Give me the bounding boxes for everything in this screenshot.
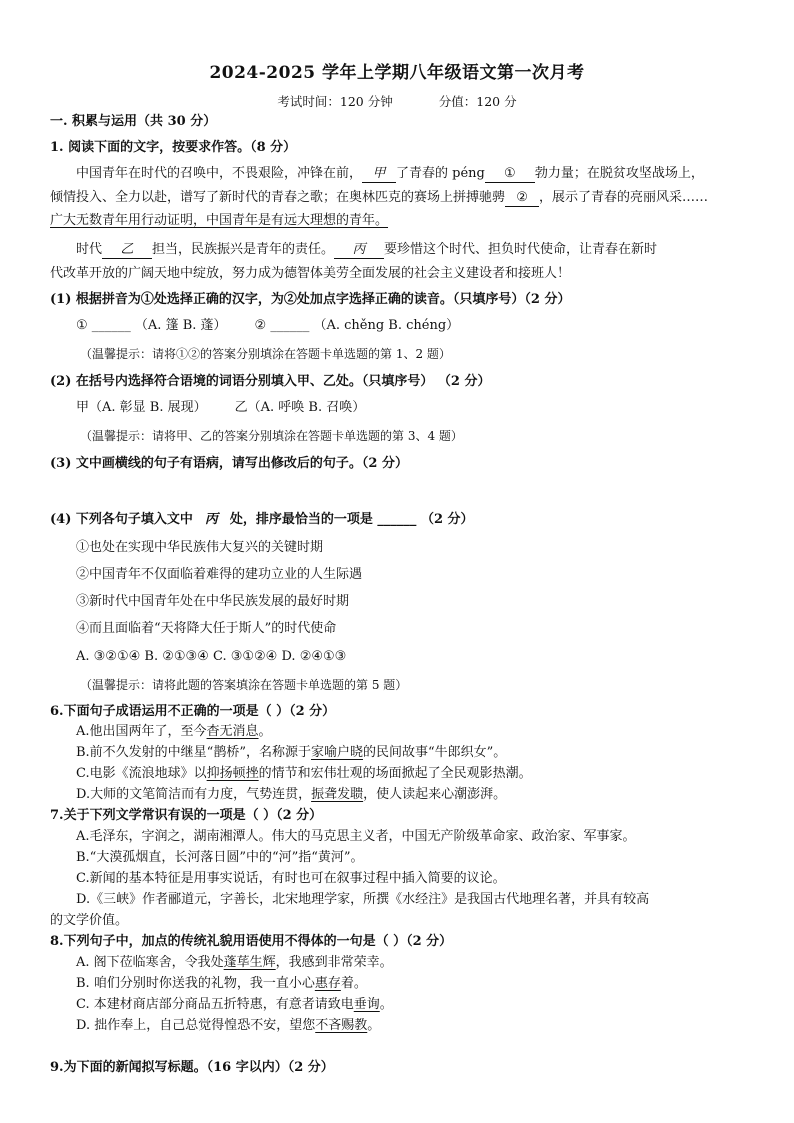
q1-sub4 xyxy=(50,510,474,530)
q1-sub1-options xyxy=(76,316,459,336)
q8-stem: 8.下列句子中，加点的传统礼貌用语使用不得体的一句是（ ）（2 分） xyxy=(50,934,453,949)
option-2: ② ______ （A. chěng B. chéng） xyxy=(254,318,460,333)
option-1: ① ______ （A. 篷 B. 蓬） xyxy=(76,318,227,333)
polite-term: 蓬荜生辉 xyxy=(223,955,276,970)
q1-para2-line1 xyxy=(76,240,657,260)
q1-para1-line1 xyxy=(76,164,704,184)
q8-option-c xyxy=(76,995,393,1015)
idiom: 家喻户晓 xyxy=(310,745,363,760)
q6-text: 。 xyxy=(258,724,272,739)
idiom: 杳无消息 xyxy=(206,724,259,739)
q1-para1-line2 xyxy=(50,188,708,208)
q1-text: ，展示了青春的亮丽风采…… xyxy=(539,190,709,205)
q9-stem: 9.为下面的新闻拟写标题。（16 字以内）（2 分） xyxy=(50,1060,334,1075)
q1-text: 中国青年在时代的召唤中，不畏艰险，冲锋在前， xyxy=(76,166,363,181)
q6-text: C.电影《流浪地球》以 xyxy=(76,766,207,781)
q6-text: D.大师的文笔简洁而有力度，气势连贯， xyxy=(76,787,312,802)
q8-text: D. 拙作奉上，自己总觉得惶恐不安，望您 xyxy=(76,1018,316,1033)
q8-text: A. 阁下莅临寒舍，令我处 xyxy=(76,955,224,970)
blank-jia: 甲 xyxy=(362,166,396,183)
q1-sub4-options: A. ③②①④ B. ②①③④ C. ③①②④ D. ②④①③ xyxy=(76,649,347,664)
q1-sub2-options xyxy=(76,398,365,418)
q1-para2-line2: 代改革开放的广阔天地中绽放，努力成为德智体美劳全面发展的社会主义建设者和接班人！ xyxy=(50,266,571,281)
polite-term: 不吝赐教 xyxy=(315,1018,368,1033)
q1-sub1: (1) 根据拼音为①处选择正确的汉字，为②处加点字选择正确的读音。（只填序号）（2 分） xyxy=(50,292,571,307)
q7-option-d-cont: 的文学价值。 xyxy=(50,913,129,928)
q6-option-a xyxy=(76,722,272,742)
polite-term: 垂询 xyxy=(353,997,380,1012)
q8-text: 。 xyxy=(367,1018,381,1033)
q7-option-a: A.毛泽东，字润之，湖南湘潭人。伟大的马克思主义者，中国无产阶级革命家、政治家、军事家。 xyxy=(76,829,636,844)
q7-option-b: B.“大漠孤烟直，长河落日圆”中的“河”指“黄河”。 xyxy=(76,850,364,865)
q8-text: C. 本建材商店部分商品五折特惠，有意者请致电 xyxy=(76,997,354,1012)
exam-time: 考试时间：120 分钟 xyxy=(277,94,393,109)
q1-sub4-text: 处，排序最恰当的一项是 ______ （2 分） xyxy=(229,512,474,527)
q6-option-c xyxy=(76,764,532,784)
sentence-item: ①也处在实现中华民族伟大复兴的关键时期 xyxy=(76,540,324,555)
q1-text: 担当，民族振兴是青年的责任。 xyxy=(152,242,335,257)
sentence-item: ③新时代中国青年处在中华民族发展的最好时期 xyxy=(76,594,350,609)
q1-sub4-text: (4) 下列各句子填入文中 xyxy=(50,512,193,527)
q8-text: ，我感到非常荣幸。 xyxy=(275,955,393,970)
q8-option-d xyxy=(76,1016,380,1036)
q1-text: 倾情投入、全力以赴，谱写了新时代的青春之歌；在奥林匹克的赛场上拼搏驰骋 xyxy=(50,190,506,205)
q1-text: 时代 xyxy=(76,242,103,257)
option-yi: 乙（A. 呼唤 B. 召唤） xyxy=(234,400,366,415)
exam-info xyxy=(0,92,794,110)
q1-sub4-hint: （温馨提示：请将此题的答案填涂在答题卡单选题的第 5 题） xyxy=(80,678,408,692)
q6-option-d xyxy=(76,785,506,805)
idiom: 振聋发聩 xyxy=(311,787,364,802)
q1-sub2: (2) 在括号内选择符合语境的词语分别填入甲、乙处。（只填序号） （2 分） xyxy=(50,374,491,389)
sentence-item: ②中国青年不仅面临着难得的建功立业的人生际遇 xyxy=(76,567,363,582)
polite-term: 惠存 xyxy=(314,976,341,991)
q6-text: ，使人读起来心潮澎湃。 xyxy=(363,787,507,802)
q7-stem: 7.关于下列文学常识有误的一项是（ ）（2 分） xyxy=(50,808,323,823)
q6-text: B.前不久发射的中继星“鹊桥”，名称源于 xyxy=(76,745,311,760)
q6-text: 的情节和宏伟壮观的场面掀起了全民观影热潮。 xyxy=(258,766,532,781)
q1-text: 了青春的 péng xyxy=(396,166,485,181)
option-jia: 甲（A. 彰显 B. 展现） xyxy=(76,400,207,415)
idiom: 抑扬顿挫 xyxy=(206,766,259,781)
q1-sub2-hint: （温馨提示：请将甲、乙的答案分别填涂在答题卡单选题的第 3、4 题） xyxy=(80,429,463,443)
q1-text: 要珍惜这个时代、担负时代使命，让青春在新时 xyxy=(384,242,658,257)
q6-stem: 6.下面句子成语运用不正确的一项是（ ）（2 分） xyxy=(50,704,336,719)
q1-text: 勃力量；在脱贫攻坚战场上， xyxy=(534,166,704,181)
section-heading: 一. 积累与运用（共 30 分） xyxy=(50,114,217,129)
blank-yi: 乙 xyxy=(102,242,152,259)
q6-text: 的民间故事“牛郎织女”。 xyxy=(363,745,507,760)
q8-option-b xyxy=(76,974,367,994)
blank-1: ① xyxy=(485,166,535,183)
q8-text: 。 xyxy=(379,997,393,1012)
q7-option-d: D.《三峡》作者郦道元，字善长，北宋地理学家，所撰《水经注》是我国古代地理名著，并具有较高 xyxy=(76,892,650,907)
blank-2: ② xyxy=(505,190,539,207)
q6-option-b xyxy=(76,743,506,763)
q7-option-c: C.新闻的基本特征是用事实说话，有时也可在叙事过程中插入简要的议论。 xyxy=(76,871,506,886)
q6-text: A.他出国两年了，至今 xyxy=(76,724,207,739)
exam-title: 2024-2025 学年上学期八年级语文第一次月考 xyxy=(209,63,585,83)
exam-score: 分值：120 分 xyxy=(438,94,517,109)
q8-text: 着。 xyxy=(340,976,367,991)
q1-sub1-hint: （温馨提示：请将①②的答案分别填涂在答题卡单选题的第 1、2 题） xyxy=(80,347,451,361)
q1-underlined-sentence: 广大无数青年用行动证明，中国青年是有远大理想的青年。 xyxy=(50,213,389,228)
q1-sub3: (3) 文中画横线的句子有语病，请写出修改后的句子。（2 分） xyxy=(50,456,408,471)
q8-text: B. 咱们分别时你送我的礼物，我一直小心 xyxy=(76,976,315,991)
mark-bing: 丙 xyxy=(204,512,218,527)
q8-option-a xyxy=(76,953,393,973)
blank-bing: 丙 xyxy=(334,242,384,259)
q1-stem: 1. 阅读下面的文字，按要求作答。（8 分） xyxy=(50,140,297,155)
sentence-item: ④而且面临着“天将降大任于斯人”的时代使命 xyxy=(76,621,337,636)
